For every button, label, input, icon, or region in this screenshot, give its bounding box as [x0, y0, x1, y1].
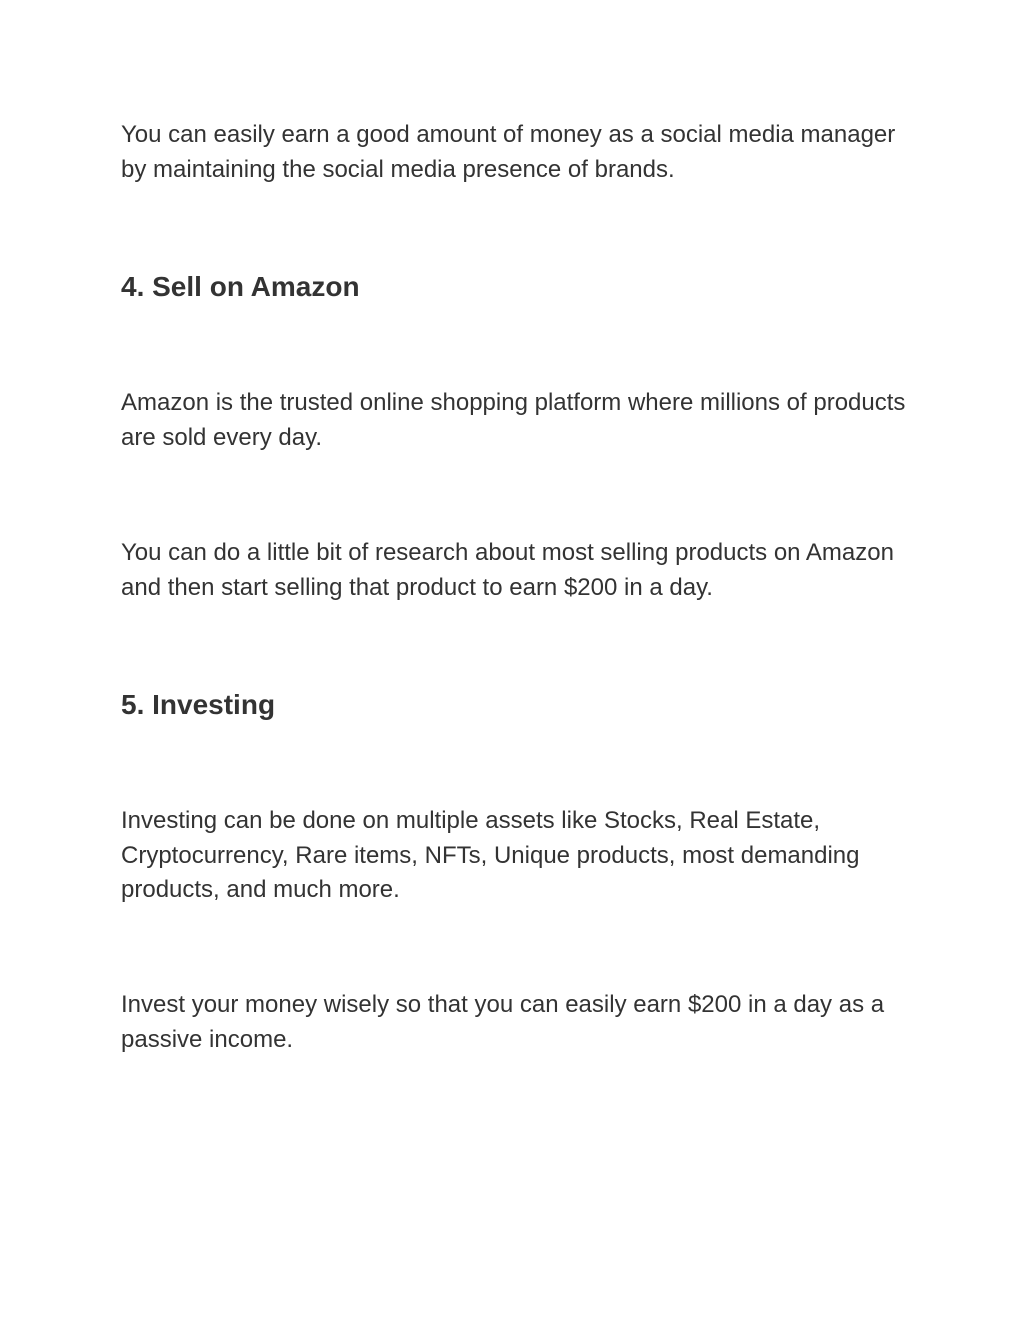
paragraph-amazon-research: You can do a little bit of research about most selling products on Amazon and then start selling that product to earn $200 in a day. — [121, 539, 894, 601]
heading-sell-on-amazon: 4. Sell on Amazon — [121, 271, 360, 302]
heading-investing: 5. Investing — [121, 689, 276, 720]
paragraph-invest-wisely: Invest your money wisely so that you can easily earn $200 in a day as a passive income. — [121, 991, 885, 1053]
paragraph-investing-assets: Investing can be done on multiple assets like Stocks, Real Estate, Cryptocurrency, Rare items, NFTs, Unique products, most demanding products, and much more. — [121, 807, 860, 903]
paragraph-amazon-platform: Amazon is the trusted online shopping platform where millions of products are sold every day. — [121, 389, 906, 451]
paragraph-social-media-manager: You can easily earn a good amount of money as a social media manager by maintaining the social media presence of brands. — [121, 121, 896, 183]
